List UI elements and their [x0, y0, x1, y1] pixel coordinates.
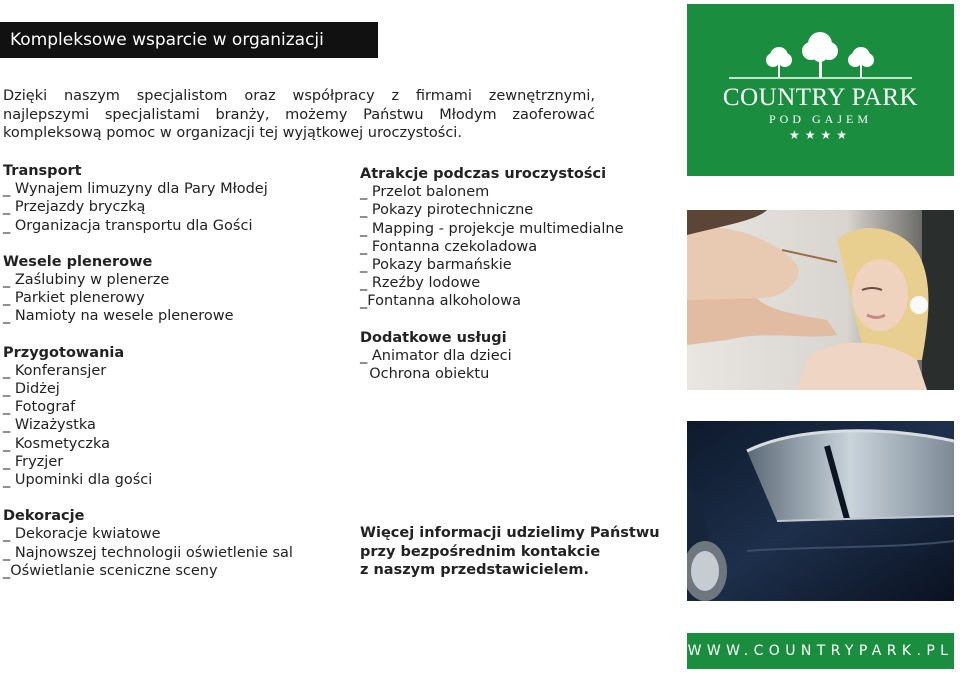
list-item: _ Dekoracje kwiatowe	[3, 526, 161, 543]
list-item: _Fontanna alkoholowa	[360, 293, 521, 310]
limousine-illustration	[687, 421, 954, 601]
list-item: _ Fryzjer	[3, 453, 64, 470]
section-dodatkowe-uslugi	[360, 329, 640, 384]
list-item: _ Pokazy pirotechniczne	[360, 202, 534, 219]
logo-title: COUNTRY PARK	[722, 84, 919, 111]
list-item: _ Najnowszej technologii oświetlenie sal	[3, 544, 293, 561]
contact-note	[360, 524, 660, 580]
list-item: _ Wizażystka	[3, 417, 96, 434]
makeup-illustration	[687, 210, 954, 390]
list-item: _ Kosmetyczka	[3, 435, 110, 452]
limousine-photo	[687, 421, 954, 601]
list-item: _ Wynajem limuzyny dla Pary Młodej	[3, 181, 268, 198]
list-item: _ Didżej	[3, 381, 60, 398]
section-title: Transport	[3, 163, 82, 179]
list-item: _ Konferansjer	[3, 362, 107, 379]
section-title: Wesele plenerowe	[3, 253, 153, 270]
services-left-column	[3, 162, 333, 598]
section-title: Atrakcje podczas uroczystości	[360, 166, 607, 182]
makeup-photo	[687, 210, 954, 390]
list-item: _ Namioty na wesele plenerowe	[3, 308, 234, 325]
list-item: _ Rzeźby lodowe	[360, 275, 481, 292]
list-item: _ Fotograf	[3, 399, 76, 416]
list-item: Ochrona obiektu	[360, 366, 490, 383]
services-right-column	[360, 165, 640, 401]
section-atrakcje	[360, 165, 640, 311]
section-transport	[3, 162, 333, 235]
list-item: _ Mapping - projekcje multimedialne	[360, 220, 624, 237]
website-link[interactable]: WWW.COUNTRYPARK.PL	[687, 633, 954, 669]
list-item: _ Upominki dla gości	[3, 472, 153, 489]
list-item: _ Fontanna czekoladowa	[360, 238, 538, 255]
section-wesele-plenerowe	[3, 253, 333, 326]
contact-line: Więcej informacji udzielimy Państwu	[360, 525, 660, 541]
list-item: _ Organizacja transportu dla Gości	[3, 217, 253, 234]
section-title: Dodatkowe usługi	[360, 329, 507, 346]
section-przygotowania	[3, 344, 333, 490]
list-item: _ Przelot balonem	[360, 184, 490, 201]
trees-logo-icon	[729, 28, 912, 82]
country-park-logo	[687, 4, 954, 176]
intro-paragraph: Dzięki naszym specjalistom oraz współpracy z firmami zewnętrznymi, najlepszymi specjalistami branży, możemy Państwu Młodym zaoferować kompleksową pomoc w organizacji tej wyjątkowej uroczystości.	[3, 88, 595, 141]
list-item: _ Parkiet plenerowy	[3, 290, 145, 307]
contact-line: przy bezpośrednim kontakcie	[360, 543, 601, 560]
section-dekoracje	[3, 507, 333, 580]
list-item: _Oświetlanie sceniczne sceny	[3, 562, 218, 579]
list-item: _ Animator dla dzieci	[360, 347, 512, 364]
list-item: _ Przejazdy bryczką	[3, 199, 146, 216]
logo-subtitle: POD GAJEM	[768, 112, 872, 126]
list-item: _ Zaślubiny w plenerze	[3, 272, 170, 289]
section-title: Dekoracje	[3, 508, 85, 525]
contact-line: z naszym przedstawicielem.	[360, 562, 589, 578]
list-item: _ Pokazy barmańskie	[360, 257, 512, 274]
logo-stars: ★★★★	[788, 128, 853, 142]
page-title: Kompleksowe wsparcie w organizacji	[0, 22, 378, 58]
section-title: Przygotowania	[3, 344, 125, 361]
